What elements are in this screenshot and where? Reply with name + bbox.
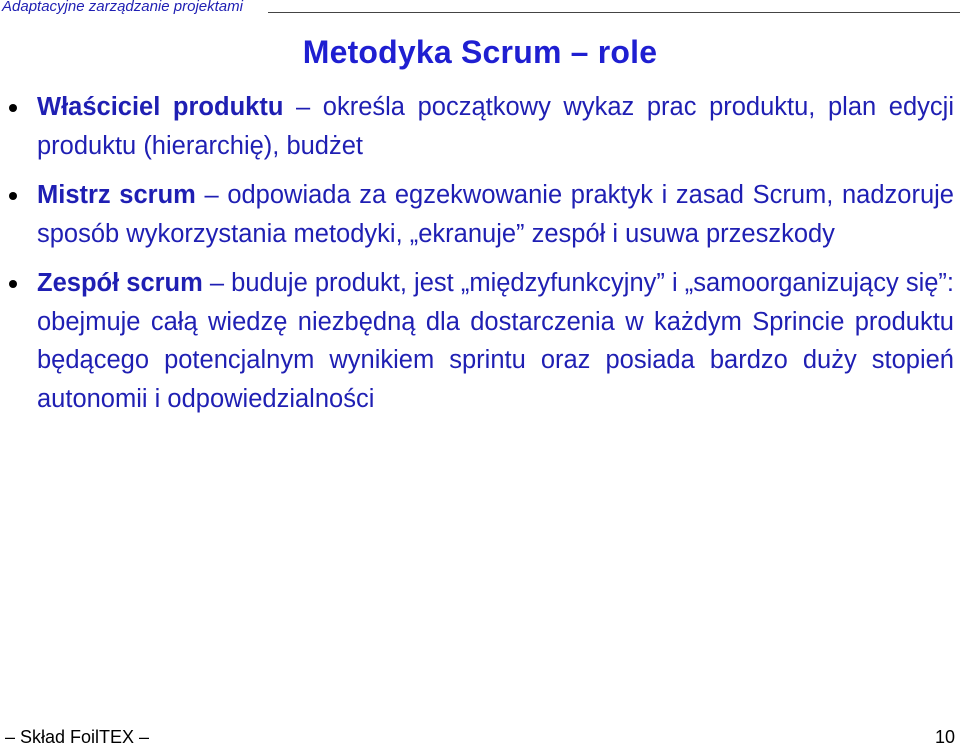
- item-term: Zespół scrum: [37, 269, 203, 297]
- header-title: Adaptacyjne zarządzanie projektami: [2, 0, 243, 15]
- item-term: Mistrz scrum: [37, 181, 196, 209]
- list-item-scrum-master: [0, 176, 960, 253]
- role-list: [0, 88, 960, 429]
- running-header: [0, 0, 960, 15]
- header-rule: [268, 12, 960, 13]
- bullet-icon: [9, 104, 17, 112]
- item-description: – określa początkowy wykaz prac produktu, plan edycji produktu (hierarchię), budżet: [37, 93, 954, 160]
- slide-title: Metodyka Scrum – role: [302, 34, 658, 70]
- item-description: – odpowiada za egzekwowanie praktyk i zasad Scrum, nadzoruje sposób wykorzystania metodyki, „ekranuje” zespół i usuwa przeszkody: [37, 181, 954, 248]
- footer-credit: – Skład FoilTEX –: [5, 727, 150, 747]
- page-number: 10: [934, 727, 955, 747]
- bullet-icon: [9, 280, 17, 288]
- list-item-scrum-team: [0, 264, 960, 418]
- bullet-icon: [9, 192, 17, 200]
- item-term: Właściciel produktu: [37, 93, 284, 121]
- footer: [0, 727, 960, 754]
- list-item-product-owner: [0, 88, 960, 165]
- item-description: – buduje produkt, jest „międzyfunkcyjny” i „samoorganizujący się”: obejmuje całą wiedzę niezbędną dla dostarczenia w każdym Sprincie produktu będącego potencjalnym wynikiem sprintu oraz posiada bardzo duży stopień autonomii i odpowiedzialności: [37, 269, 954, 413]
